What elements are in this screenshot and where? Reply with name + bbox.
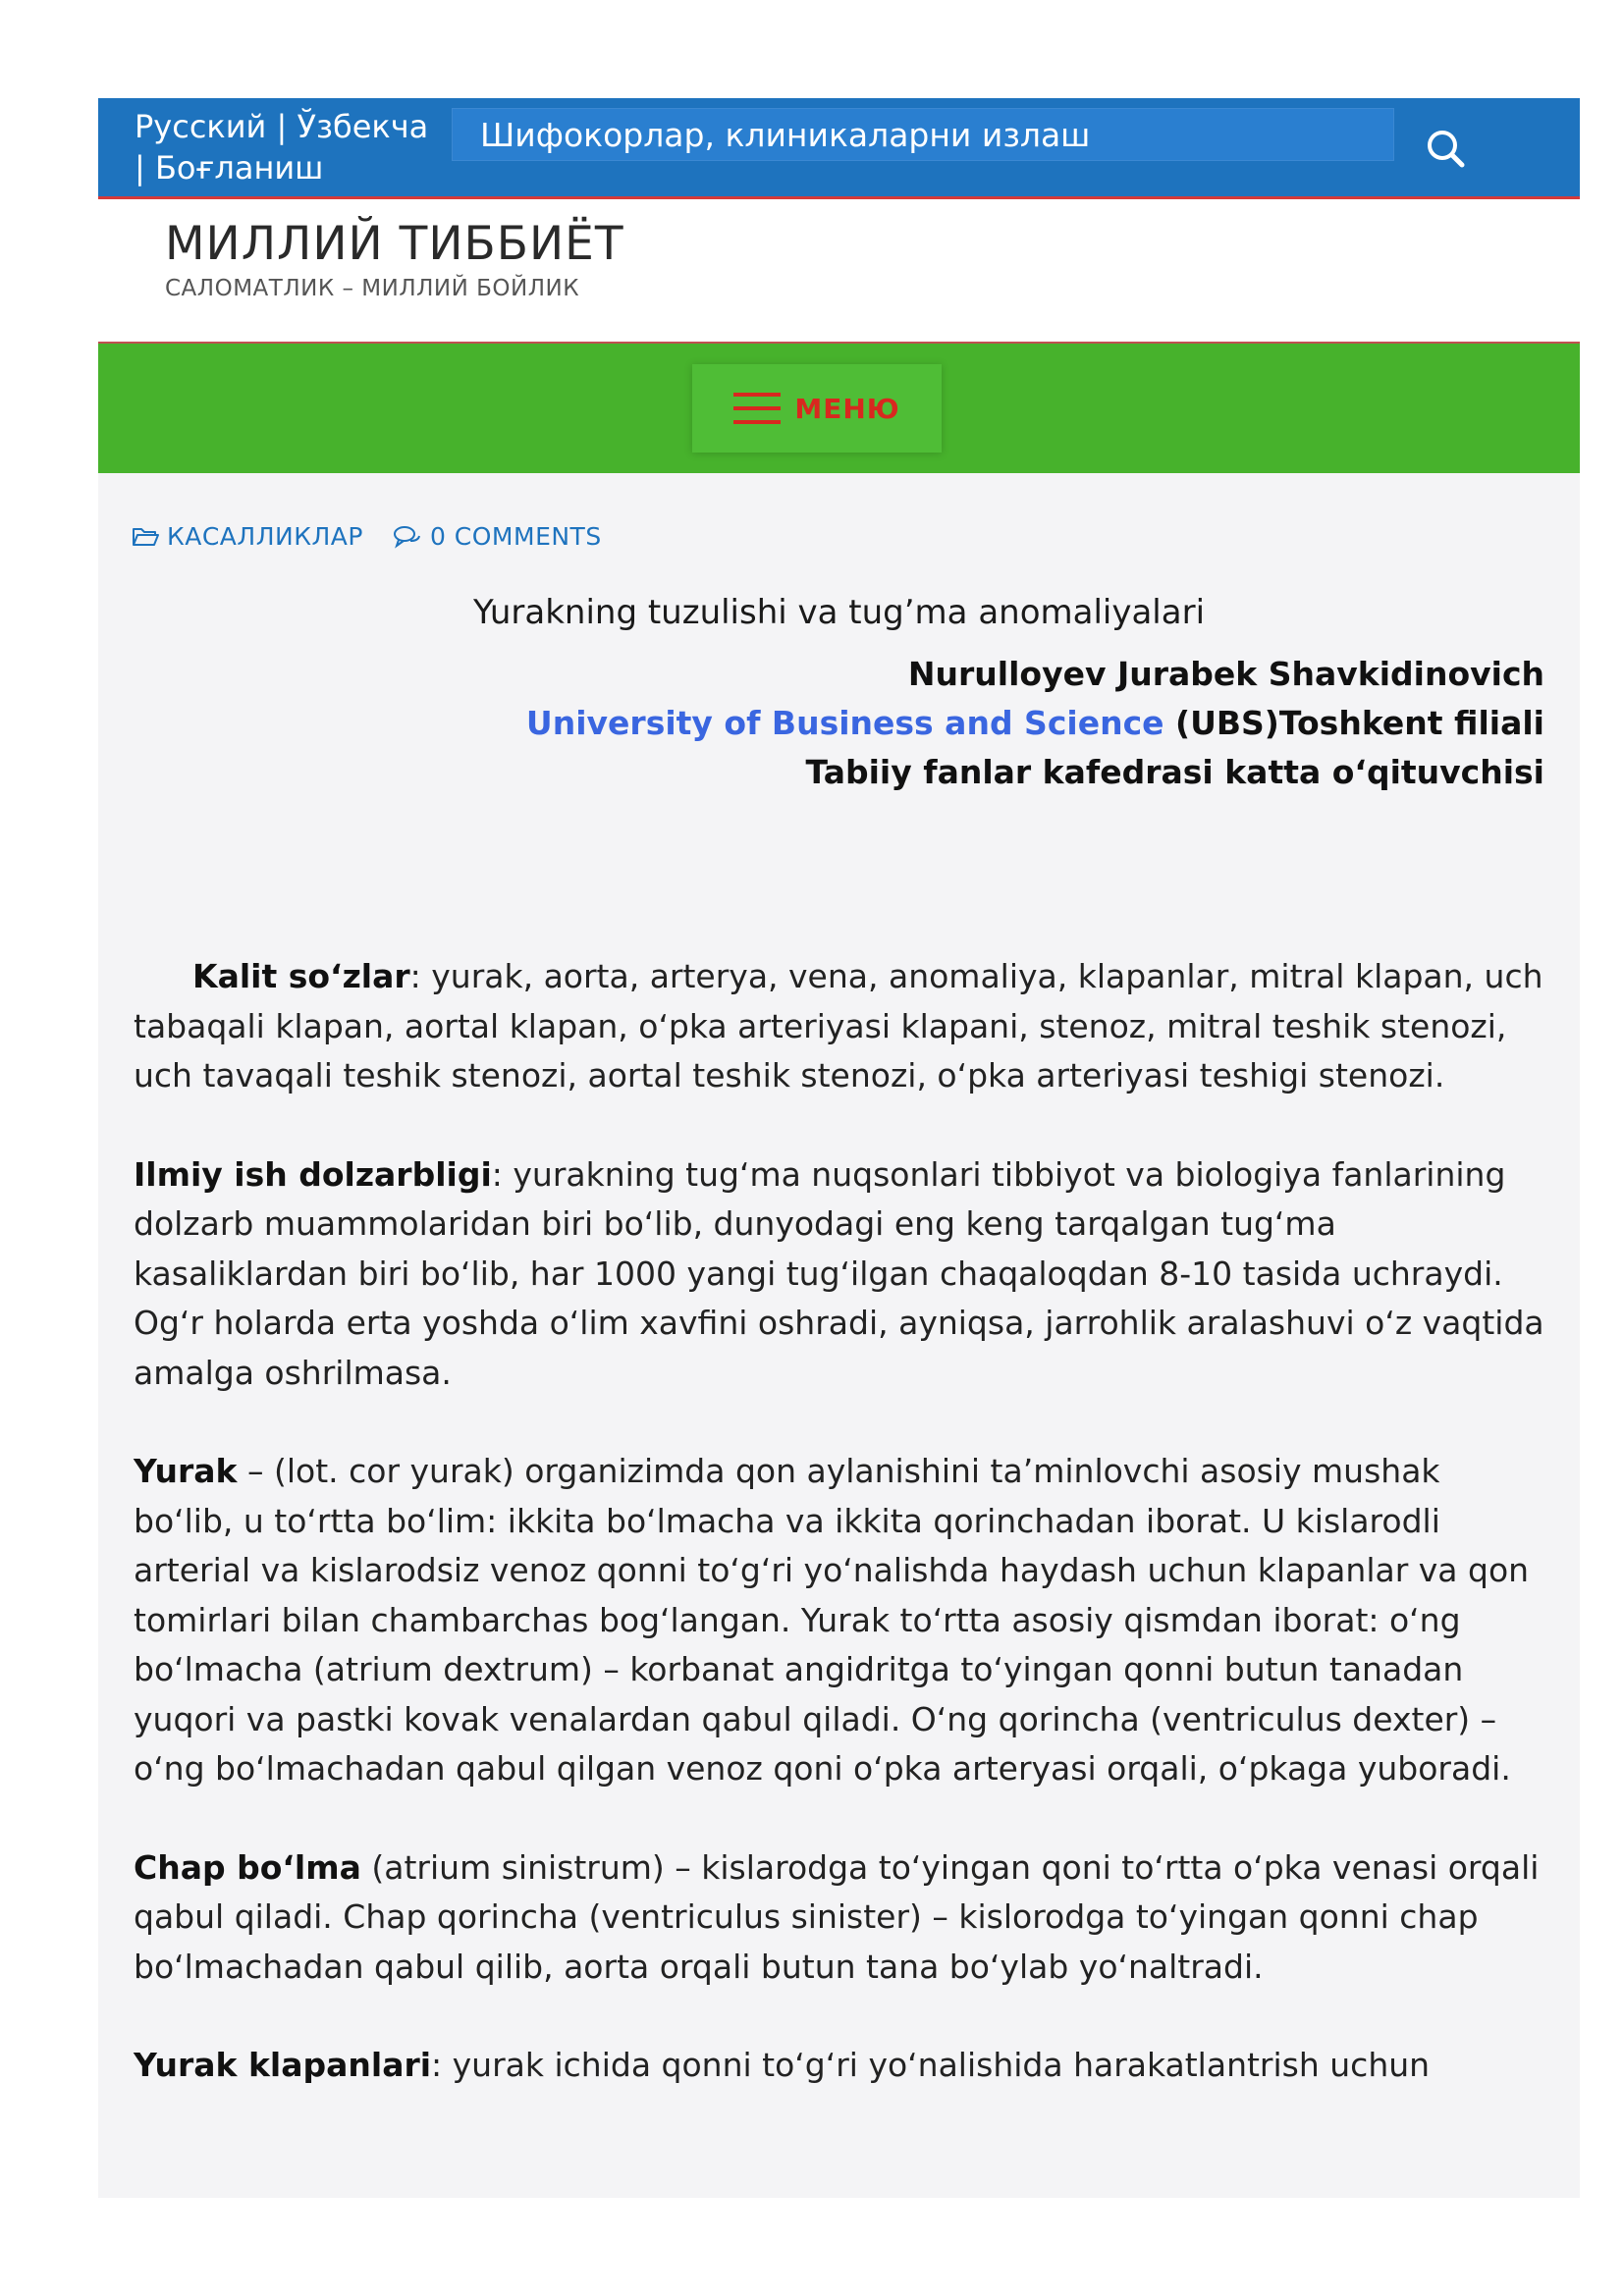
heart-label: Yurak: [134, 1452, 238, 1490]
keywords-label: Kalit soʻzlar: [192, 957, 410, 995]
top-bar: [98, 98, 1580, 199]
valves-text: : yurak ichida qonni toʻgʻri yoʻnalishida harakatlantrish uchun: [431, 2046, 1431, 2084]
site-header: [98, 199, 1580, 343]
search-box: [452, 108, 1394, 161]
author-position: Tabiiy fanlar kafedrasi katta oʻqituvchisi: [805, 753, 1544, 791]
left-atrium-text: (atrium sinistrum) – kislarodga toʻyingan qoni toʻrtta oʻpka venasi orqali qabul qiladi. Chap qorincha (ventriculus sinister) – kislorodga toʻyingan qonni chap boʻlmachadan qabul qilib, aorta orqali butun tana boʻylab yoʻnaltradi.: [134, 1847, 1540, 1986]
post-meta: [132, 522, 602, 551]
relevance-paragraph: [134, 1150, 1547, 1399]
author-name: Nurulloyev Jurabek Shavkidinovich: [907, 655, 1544, 693]
left-atrium-paragraph: [134, 1843, 1547, 1993]
author-affiliation: [526, 699, 1544, 748]
folder-icon: [132, 526, 159, 548]
main-navbar: [98, 344, 1580, 473]
relevance-label: Ilmiy ish dolzarbligi: [134, 1154, 492, 1194]
contact-link[interactable]: Боғланиш: [154, 149, 324, 187]
site-title[interactable]: МИЛЛИЙ ТИББИЁТ: [165, 217, 624, 271]
valves-label: Yurak klapanlari: [134, 2046, 432, 2084]
lang-uzbek-link[interactable]: Ўзбекча: [297, 108, 429, 145]
menu-label: МЕНЮ: [794, 392, 900, 425]
keywords-paragraph: [134, 952, 1547, 1101]
author-block: [526, 650, 1544, 797]
comments-link[interactable]: [393, 522, 602, 551]
separator: |: [135, 149, 155, 187]
search-button[interactable]: [1417, 120, 1476, 179]
relevance-text: : yurakning tugʻma nuqsonlari tibbiyot va biologiya fanlarining dolzarb muammolaridan biri boʻlib, dunyodagi eng keng tarqalgan tugʻma kasaliklardan biri boʻlib, har 1000 yangi tugʻilgan chaqaloqdan 8-10 tasida uchraydi. Ogʻr holarda erta yoshda oʻlim xavfini oshradi, ayniqsa, jarrohlik aralashuvi oʻz vaqtida amalga oshrilmasa.: [134, 1154, 1544, 1392]
article-body: [134, 952, 1547, 2140]
lang-russian-link[interactable]: Русский: [135, 108, 267, 145]
search-icon: [1417, 120, 1476, 179]
university-suffix: (UBS)Toshkent filiali: [1163, 704, 1544, 742]
page-frame: [98, 98, 1580, 2198]
heart-text: – (lot. cor yurak) organizimda qon aylanishini ta’minlovchi asosiy mushak boʻlib, u toʻrtta boʻlim: ikkita boʻlmacha va ikkita qorinchadan iborat. U kislarodli arterial va kislarodsiz venoz qonni toʻgʻri yoʻnalishda haydash uchun klapanlar va qon tomirlari bilan chambarchas bogʻlangan. Yurak toʻrtta asosiy qismdan iborat: oʻng boʻlmacha (atrium dextrum) – korbanat angidritga toʻyingan qonni butun tanadan yuqori va pastki kovak venalardan qabul qiladi. Oʻng qorincha (ventriculus dexter) – oʻng boʻlmachadan qabul qilgan venoz qoni oʻpka arteryasi orqali, oʻpkaga yuboradi.: [134, 1452, 1530, 1788]
university-link[interactable]: University of Business and Science: [525, 704, 1164, 742]
post-content: [98, 473, 1580, 2198]
search-input[interactable]: [453, 109, 1393, 160]
comments-icon: [393, 525, 422, 549]
category-link[interactable]: [132, 522, 363, 551]
left-atrium-label: Chap boʻlma: [134, 1847, 361, 1887]
language-switcher: [135, 106, 429, 188]
post-title: Yurakning tuzulishi va tug’ma anomaliyalari: [472, 593, 1206, 632]
menu-button[interactable]: [692, 364, 942, 453]
hamburger-icon: [733, 391, 781, 426]
heart-paragraph: [134, 1447, 1547, 1794]
category-label: КАСАЛЛИКЛАР: [167, 522, 363, 551]
comments-label: 0 COMMENTS: [429, 522, 602, 551]
keywords-text: : yurak, aorta, arterya, vena, anomaliya, klapanlar, mitral klapan, uch tabaqali klapan, aortal klapan, oʻpka arteriyasi klapani, stenoz, mitral teshik stenozi, uch tavaqali teshik stenozi, aortal teshik stenozi, oʻpka arteriyasi teshigi stenozi.: [134, 957, 1543, 1095]
separator: |: [266, 108, 298, 145]
site-tagline: САЛОМАТЛИК – МИЛЛИЙ БОЙЛИК: [165, 276, 580, 301]
valves-paragraph: [134, 2041, 1547, 2091]
